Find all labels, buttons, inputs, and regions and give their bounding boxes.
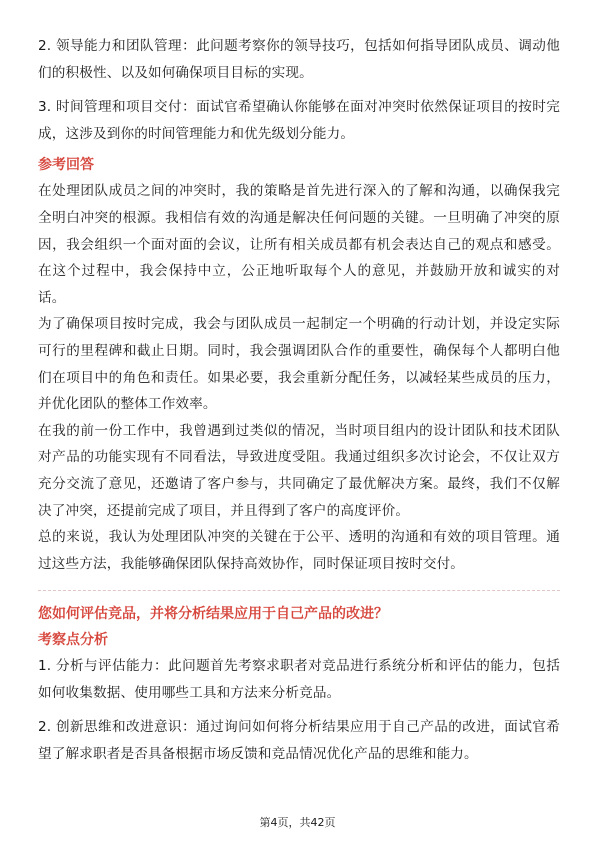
reference-answer-label: 参考回答	[38, 157, 94, 174]
analysis-item-3: 3. 时间管理和项目交付：面试官希望确认你能够在面对冲突时依然保证项目的按时完成，这涉及到你的时间管理能力和优先级划分能力。	[38, 99, 560, 142]
question-analysis-item-1: 1. 分析与评估能力：此问题首先考察求职者对竞品进行系统分析和评估的能力，包括如何收集数据、使用哪些工具和方法来分析竞品。	[38, 658, 560, 701]
answer-paragraph-4: 总的来说，我认为处理团队冲突的关键在于公平、透明的沟通和有效的项目管理。通过这些方法，我能够确保团队保持高效协作，同时保证项目按时交付。	[38, 529, 560, 572]
answer-paragraph-2: 为了确保项目按时完成，我会与团队成员一起制定一个明确的行动计划，并设定实际可行的里程碑和截止日期。同时，我会强调团队合作的重要性，确保每个人都明白他们在项目中的角色和责任。如果必要，我会重新分配任务，以减轻某些成员的压力，并优化团队的整体工作效率。	[38, 316, 560, 413]
analysis-item-2: 2. 领导能力和团队管理：此问题考察你的领导技巧，包括如何指导团队成员、调动他们的积极性、以及如何确保项目目标的实现。	[38, 38, 560, 81]
question-title: 您如何评估竞品，并将分析结果应用于自己产品的改进？	[38, 606, 388, 623]
document-body	[38, 33, 560, 768]
analysis-label: 考察点分析	[38, 632, 108, 649]
page-number: 第4页，共42页	[259, 816, 336, 829]
question-analysis-item-2: 2. 创新思维和改进意识：通过询问如何将分析结果应用于自己产品的改进，面试官希望了解求职者是否具备根据市场反馈和竞品情况优化产品的思维和能力。	[38, 719, 560, 763]
answer-paragraph-1: 在处理团队成员之间的冲突时，我的策略是首先进行深入的了解和沟通，以确保我完全明白冲突的根源。我相信有效的沟通是解决任何问题的关键。一旦明确了冲突的原因，我会组织一个面对面的会议，让所有相关成员都有机会表达自己的观点和感受。在这个过程中，我会保持中立，公正地听取每个人的意见，并鼓励开放和诚实的对话。	[38, 183, 560, 306]
answer-paragraph-3: 在我的前一份工作中，我曾遇到过类似的情况，当时项目组内的设计团队和技术团队对产品的功能实现有不同看法，导致进度受阻。我通过组织多次讨论会，不仅让双方充分交流了意见，还邀请了客户参与，共同确定了最优解决方案。最终，我们不仅解决了冲突，还提前完成了项目，并且得到了客户的高度评价。	[38, 422, 560, 519]
section-divider	[38, 590, 560, 591]
